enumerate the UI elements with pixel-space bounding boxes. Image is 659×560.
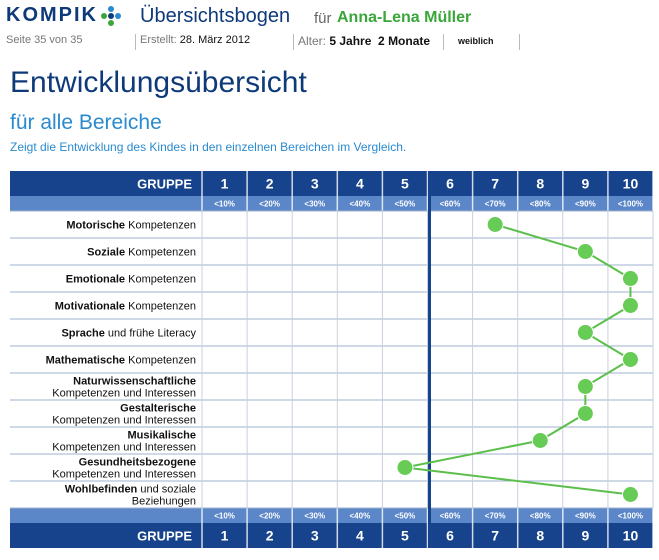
group-tick-label: 5	[401, 527, 409, 544]
group-tick-label: 2	[265, 175, 274, 192]
percentile-tick-label: <40%	[349, 199, 371, 209]
development-data-point	[577, 379, 593, 395]
group-tick-label: 8	[536, 527, 545, 544]
development-data-point	[622, 487, 638, 503]
percentile-tick-label: <10%	[214, 511, 235, 521]
percentile-tick-label: <70%	[484, 199, 506, 209]
development-data-point	[622, 298, 638, 314]
development-data-point	[397, 460, 413, 476]
percentile-tick-label: <70%	[484, 511, 506, 521]
percentile-tick-label: <90%	[575, 511, 596, 521]
group-tick-label: 10	[622, 527, 639, 544]
document-title: Übersichtsbogen	[140, 5, 291, 27]
percentile-header-band	[10, 196, 653, 211]
age-label: Alter:	[298, 34, 327, 48]
group-tick-label: 6	[446, 175, 454, 192]
development-data-point	[622, 271, 638, 287]
group-tick-label: 7	[491, 527, 500, 544]
group-footer-label: GRUPPE	[137, 528, 192, 544]
percentile-tick-label: <100%	[617, 511, 644, 521]
category-label: Wohlbefinden und soziale	[64, 483, 196, 496]
category-label: Musikalische	[127, 429, 196, 442]
category-label: Sprache und frühe Literacy	[61, 327, 196, 340]
page-subtitle: für alle Bereiche	[10, 111, 162, 134]
development-data-point	[487, 217, 503, 233]
age-value: 5 Jahre 2 Monate	[329, 34, 431, 48]
page-title: Entwicklungsübersicht	[10, 66, 307, 99]
development-data-point	[622, 352, 638, 368]
group-tick-label: 10	[622, 175, 639, 192]
group-tick-label: 9	[581, 527, 590, 544]
group-tick-label: 4	[355, 175, 364, 192]
group-tick-label: 2	[265, 527, 274, 544]
percentile-tick-label: <60%	[439, 199, 461, 209]
category-label-line2: Kompetenzen und Interessen	[52, 387, 196, 400]
category-label: Gesundheitsbezogene	[78, 456, 196, 469]
page-description: Zeigt die Entwicklung des Kindes in den einzelnen Bereichen im Vergleich.	[10, 140, 407, 154]
development-data-point	[577, 325, 593, 341]
percentile-tick-label: <60%	[439, 511, 461, 521]
gender: weiblich	[458, 36, 494, 46]
group-tick-label: 4	[355, 527, 364, 544]
group-tick-label: 8	[536, 175, 545, 192]
category-label: Emotionale Kompetenzen	[65, 273, 196, 286]
percentile-tick-label: <20%	[259, 199, 280, 209]
logo-text: KOMPIK	[6, 4, 98, 26]
group-tick-label: 1	[220, 175, 229, 192]
percentile-tick-label: <40%	[349, 511, 371, 521]
category-label: Motorische Kompetenzen	[66, 219, 196, 232]
for-label: für	[314, 10, 332, 27]
percentile-tick-label: <100%	[617, 199, 644, 209]
development-data-point	[532, 433, 548, 449]
child-name: Anna-Lena Müller	[337, 9, 472, 26]
category-label-line2: Beziehungen	[131, 495, 196, 508]
category-label-line2: Kompetenzen und Interessen	[52, 468, 196, 481]
group-tick-label: 3	[310, 527, 319, 544]
group-tick-label: 3	[310, 175, 319, 192]
group-tick-label: 5	[401, 175, 409, 192]
percentile-tick-label: <20%	[259, 511, 280, 521]
percentile-tick-label: <80%	[529, 199, 551, 209]
percentile-tick-label: <50%	[394, 199, 416, 209]
group-header-label: GRUPPE	[137, 176, 192, 192]
percentile-tick-label: <80%	[529, 511, 551, 521]
percentile-tick-label: <30%	[304, 199, 326, 209]
group-tick-label: 1	[220, 527, 229, 544]
created-label: Erstellt:	[140, 34, 177, 46]
development-data-point	[577, 406, 593, 422]
category-label: Soziale Kompetenzen	[87, 246, 196, 259]
group-header-band	[10, 171, 653, 196]
group-tick-label: 7	[491, 175, 500, 192]
category-label: Gestalterische	[120, 402, 196, 415]
created-date: 28. März 2012	[179, 34, 251, 46]
percentile-tick-label: <10%	[214, 199, 235, 209]
group-footer-band	[10, 523, 653, 548]
group-tick-label: 6	[446, 527, 454, 544]
category-label: Mathematische Kompetenzen	[45, 354, 196, 367]
percentile-tick-label: <50%	[394, 511, 416, 521]
percentile-tick-label: <90%	[575, 199, 596, 209]
category-label: Naturwissenschaftliche	[73, 375, 196, 388]
category-label: Motivationale Kompetenzen	[54, 300, 196, 313]
category-label-line2: Kompetenzen und Interessen	[52, 414, 196, 427]
development-data-point	[577, 244, 593, 260]
category-label-line2: Kompetenzen und Interessen	[52, 441, 196, 454]
percentile-footer-band	[10, 508, 653, 523]
page-number: Seite 35 von 35	[6, 34, 83, 46]
percentile-tick-label: <30%	[304, 511, 326, 521]
group-tick-label: 9	[581, 175, 590, 192]
